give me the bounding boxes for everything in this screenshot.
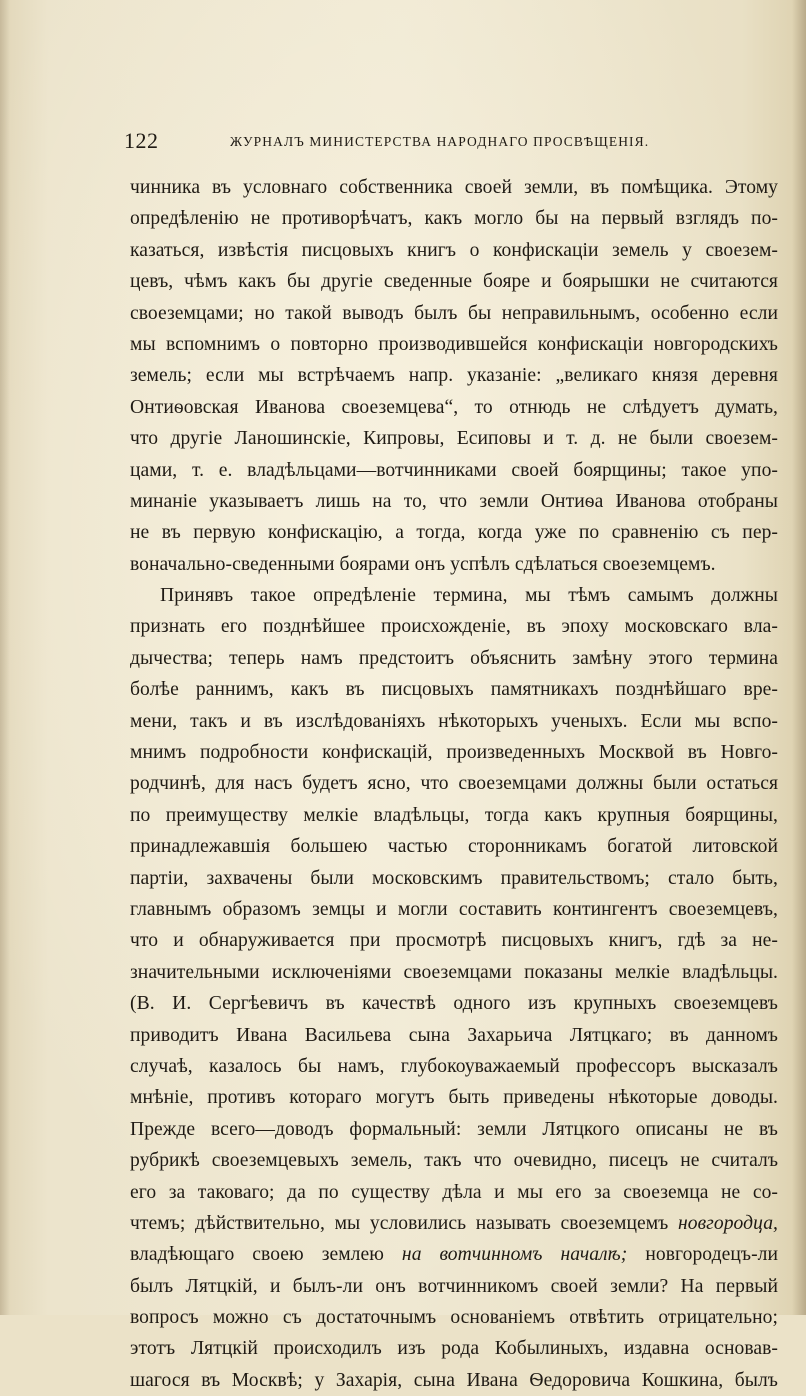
text-line: (В. И. Сергѣевичъ въ качествѣ одного изъ крупныхъ своеземцевъ <box>130 993 778 1015</box>
text-line: своеземцами; но такой выводъ былъ бы неправильнымъ, особенно если <box>130 302 778 324</box>
page-header <box>124 128 672 158</box>
page-edge-shadow-right <box>792 0 806 1315</box>
text-line: Прежде всего—доводъ формальный: земли Лятцкого описаны не въ <box>130 1118 778 1140</box>
text-line: этотъ Лятцкій происходилъ изъ рода Кобылиныхъ, издавна основав- <box>130 1338 778 1360</box>
text-line: мени, такъ и въ изслѣдованіяхъ нѣкоторыхъ ученыхъ. Если мы вспо- <box>130 710 778 732</box>
text-line: Принявъ такое опредѣленіе термина, мы тѣмъ самымъ должны <box>160 585 778 607</box>
text-line: что другіе Ланошинскіе, Кипровы, Есиповы и т. д. не были своезем- <box>130 428 778 450</box>
text-line: казаться, извѣстія писцовыхъ книгъ о конфискаціи земель у своезем- <box>130 239 778 261</box>
text-line: воначально-сведенными боярами онъ успѣлъ сдѣлаться своеземцемъ. <box>130 553 716 575</box>
text-line: приводитъ Ивана Васильева сына Захарьича Лятцкаго; въ данномъ <box>130 1024 778 1046</box>
text-line: родчинѣ, для насъ будетъ ясно, что своеземцами должны были остаться <box>130 773 778 795</box>
text-line: цами, т. е. владѣльцами—вотчинниками своей боярщины; такое упо- <box>130 459 778 481</box>
running-head: ЖУРНАЛЪ МИНИСТЕРСТВА НАРОДНАГО ПРОСВѢЩЕНІЯ. <box>230 134 650 149</box>
italic-term: новгородца, <box>678 1212 778 1234</box>
text-line: значительными исключеніями своеземцами показаны мелкіе владѣльцы. <box>130 961 778 983</box>
text-line: дычества; теперь намъ предстоитъ объяснить замѣну этого термина <box>130 647 778 669</box>
text-line: шагося въ Москвѣ; у Захарія, сына Ивана Ѳедоровича Кошкина, былъ <box>130 1369 778 1391</box>
text-line-with-italic <box>130 1208 778 1239</box>
text-line: земель; если мы встрѣчаемъ напр. указаніе: „великаго князя деревня <box>130 365 778 387</box>
text-line: опредѣленію не противорѣчатъ, какъ могло бы на первый взглядъ по- <box>130 208 778 230</box>
text-line: партіи, захвачены были московскимъ правительствомъ; стало быть, <box>130 867 778 889</box>
text-line: мы вспомнимъ о повторно производившейся конфискаціи новгородскихъ <box>130 333 778 355</box>
body-text <box>130 172 778 1396</box>
text-line: чинника въ условнаго собственника своей земли, въ помѣщика. Этому <box>130 177 778 198</box>
page-number: 122 <box>124 128 159 153</box>
text-line: главнымъ образомъ земцы и могли составить контингентъ своеземцевъ, <box>130 898 778 920</box>
text-line-with-italic <box>130 1239 778 1270</box>
text-line: Онтиѳовская Иванова своеземцева“, то отнюдь не слѣдуетъ думать, <box>130 396 778 418</box>
text-segment: владѣющаго своею землею <box>130 1244 384 1266</box>
text-line: не въ первую конфискацію, а тогда, когда уже по сравненію съ пер- <box>130 522 778 544</box>
text-line: принадлежавшія большею частью сторонникамъ богатой литовской <box>130 836 778 858</box>
text-line: его за таковаго; да по существу дѣла и мы его за своеземца не со- <box>130 1181 778 1203</box>
text-segment: новгородецъ-ли <box>645 1244 779 1266</box>
text-line: мнѣніе, противъ котораго могутъ быть приведены нѣкоторые доводы. <box>130 1087 778 1109</box>
text-line: признать его позднѣйшее происхожденіе, въ эпоху московскаго вла- <box>130 616 778 638</box>
text-line: что и обнаруживается при просмотрѣ писцовыхъ книгъ, гдѣ за не- <box>130 930 778 952</box>
text-line: по преимуществу мелкіе владѣльцы, тогда какъ крупныя боярщины, <box>130 804 778 826</box>
text-line: цевъ, чѣмъ какъ бы другіе сведенные бояре и боярышки не считаются <box>130 271 778 293</box>
text-line: болѣе раннимъ, какъ въ писцовыхъ памятникахъ позднѣйшаго вре- <box>130 679 778 701</box>
text-segment: чтемъ; дѣйствительно, мы условились называть своеземцемъ <box>130 1212 669 1234</box>
text-line: мнимъ подробности конфискацій, произведенныхъ Москвой въ Новго- <box>130 742 778 764</box>
text-line: минаніе указываетъ лишь на то, что земли Онтиѳа Иванова отобраны <box>130 490 778 512</box>
italic-term: на вотчинномъ началѣ; <box>401 1244 628 1266</box>
text-line: вопросъ можно съ достаточнымъ основаніемъ отвѣтить отрицательно; <box>130 1307 778 1329</box>
text-line: былъ Лятцкій, и былъ-ли онъ вотчинникомъ своей земли? На первый <box>130 1275 778 1297</box>
text-line: рубрикѣ своеземцевыхъ земель, такъ что очевидно, писецъ не считалъ <box>130 1150 778 1172</box>
page-edge-shadow-left <box>0 0 10 1315</box>
text-line: случаѣ, казалось бы намъ, глубокоуважаемый профессоръ высказалъ <box>130 1055 778 1077</box>
